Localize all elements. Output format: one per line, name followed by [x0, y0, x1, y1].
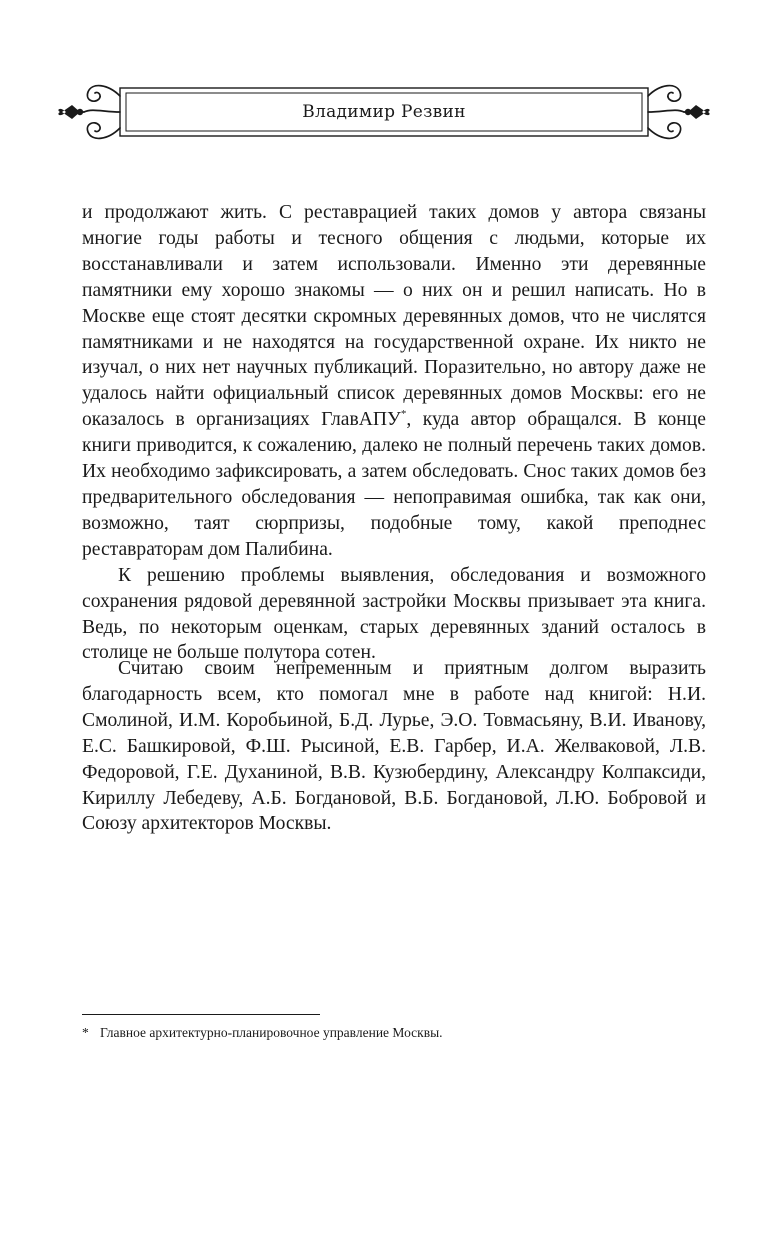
paragraph-3: Считаю своим непременным и приятным долгом выразить благодарность всем, кто помогал мне в работе над книгой: Н.И. Смолиной, И.М. Коробьиной, Б.Д. Лурье, Э.О. Товмасьяну, В.И. Иванову, Е.С. Башкировой, Ф.Ш. Рысиной, Е.В. Гарбер, И.А. Желваковой, Л.В. Федоровой, Г.Е. Духаниной, В.В. Кузюбердину, Александру Колпаксиди, Кириллу Лебедеву, А.Б. Богдановой, В.Б. Богдановой, Л.Ю. Бобровой и Союзу архитекторов Москвы. [82, 658, 706, 835]
paragraph-1-cont-text: , куда автор обращался. В конце книги приводится, к сожалению, далеко не полный перечень таких домов. Их необходимо зафиксировать, а затем обследовать. Снос таких домов без предварительного обследования — непоправимая ошибка, так как они, возможно, таят сюрпризы, подобные тому, какой преподнес реставраторам дом Палибина. [82, 409, 706, 560]
running-header [0, 72, 768, 152]
paragraph-2: К решению проблемы выявления, обследования и возможного сохранения рядовой деревянной застройки Москвы призывает эта книга. Ведь, по некоторым оценкам, старых деревянных зданий осталось в столице не больше полутора сотен. [82, 564, 706, 664]
body-text-block [82, 200, 706, 666]
footnote [82, 1024, 702, 1042]
paragraph-continuation [82, 200, 706, 563]
left-fleur-icon [58, 105, 80, 119]
footnote-mark: * [82, 1025, 89, 1040]
footnote-reference: * [400, 408, 407, 421]
footnote-text: Главное архитектурно-планировочное управление Москвы. [100, 1025, 443, 1040]
right-fleur-icon [688, 105, 710, 119]
paragraph-1-text: и продолжают жить. С реставрацией таких домов у автора связаны многие годы работы и тесного общения с людьми, которые их восстанавливали и затем использовали. Именно эти деревянные памятники ему хорошо знакомы — о них он и решил написать. Но в Москве еще стоят десятки скромных деревянных домов, что не числятся памятниками и не находятся на государственной охране. Их никто не изучал, о них нет научных публикаций. Поразительно, но автору даже не удалось найти официальный список деревянных домов Москвы: его не оказалось в организациях ГлавАПУ [82, 202, 706, 431]
footnote-divider [82, 1014, 320, 1015]
running-title: Владимир Резвин [302, 102, 466, 122]
acknowledgements-block [82, 656, 706, 837]
